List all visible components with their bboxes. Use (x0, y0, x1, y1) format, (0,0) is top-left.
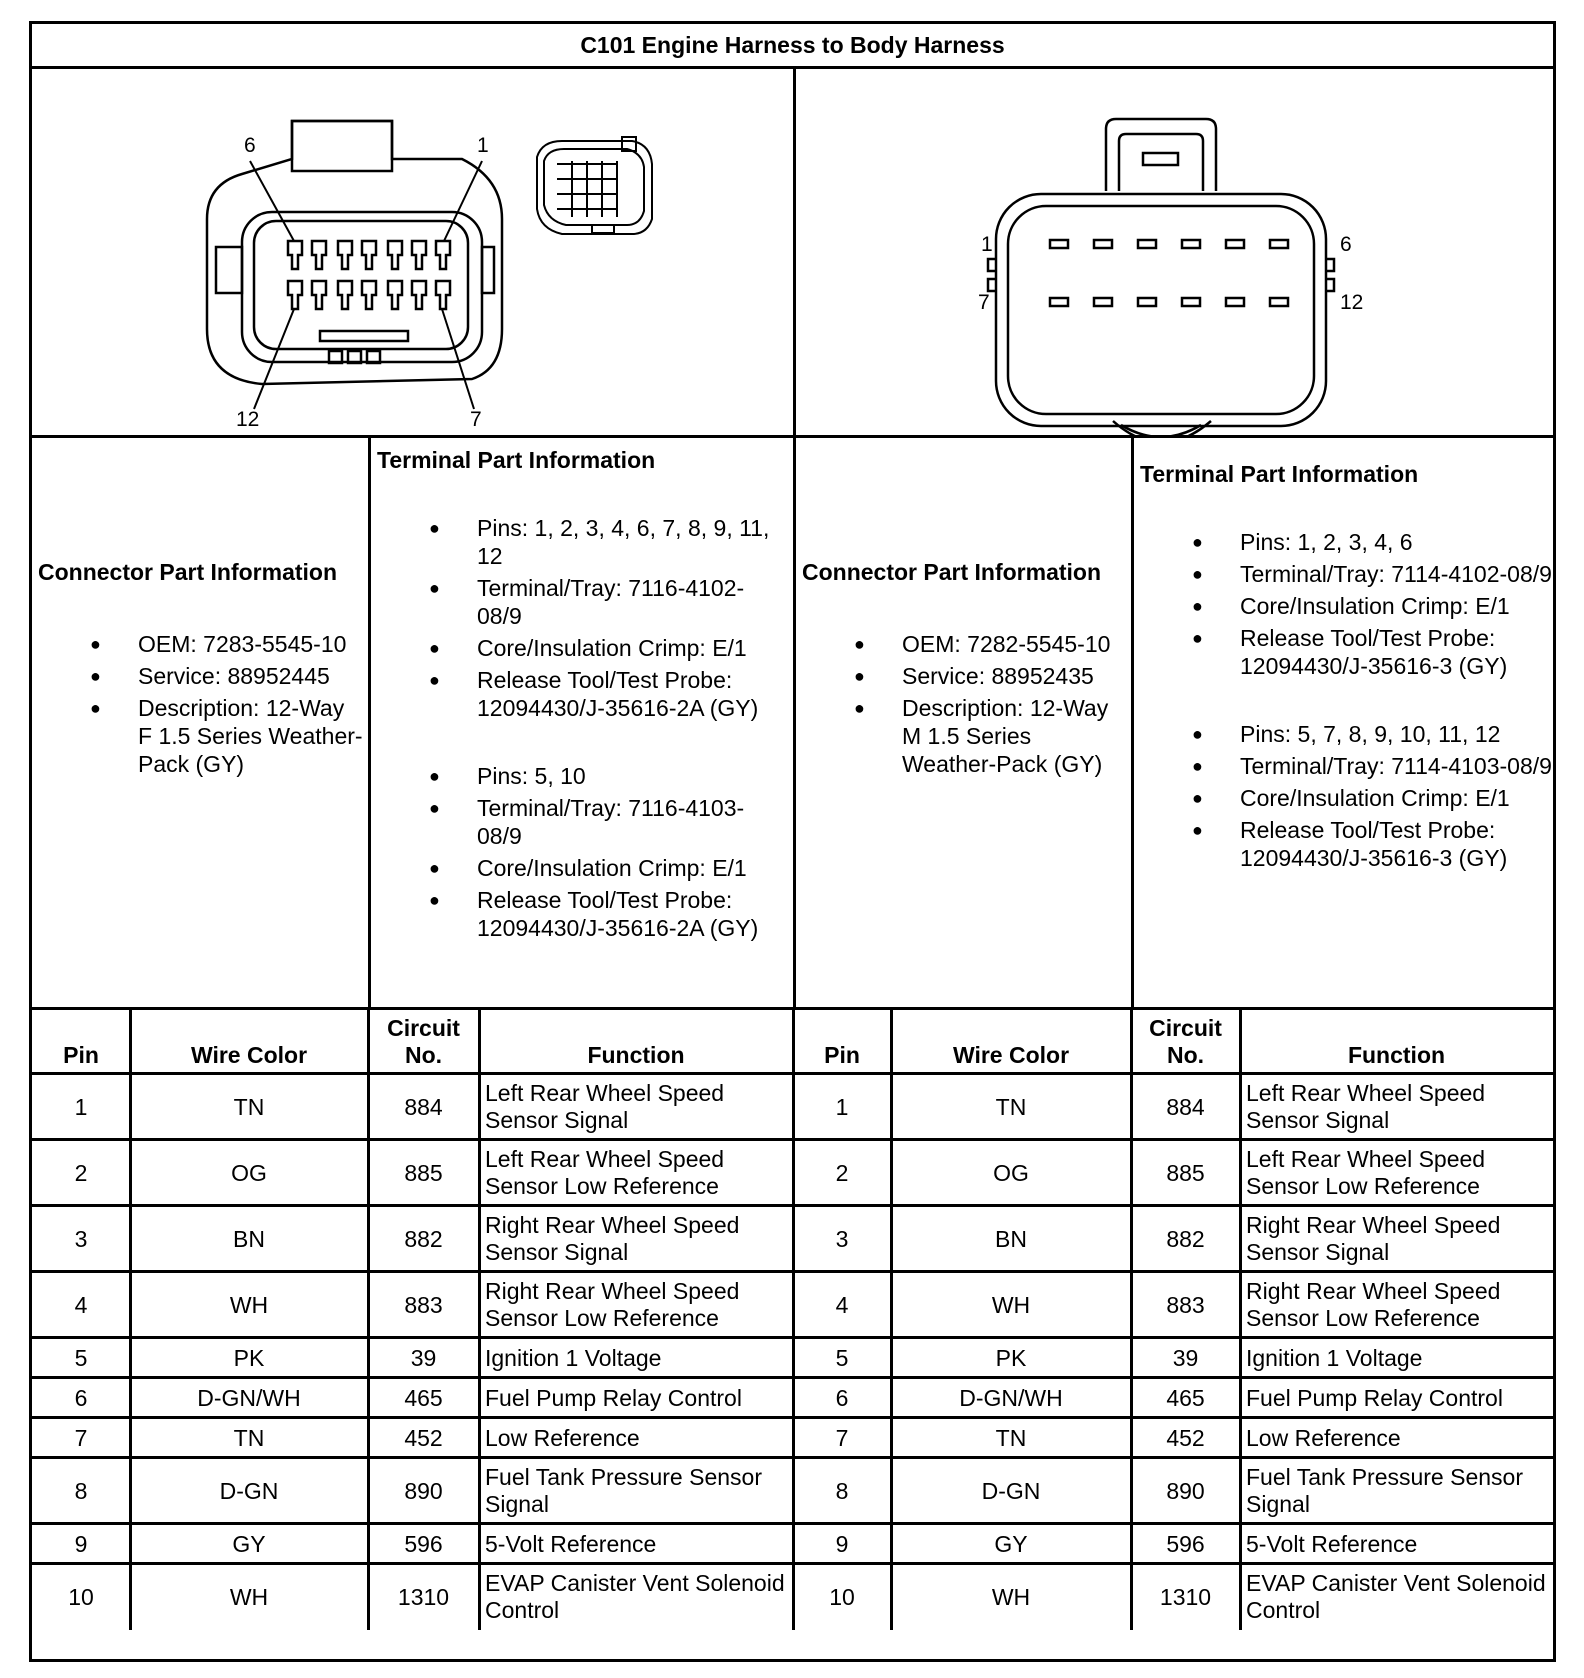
function-cell: Fuel Tank Pressure Sensor Signal (485, 1464, 762, 1517)
circuit-cell: 596 (404, 1530, 443, 1557)
wire-color-cell: OG (231, 1159, 267, 1186)
function-cell: EVAP Canister Vent Solenoid Control (1246, 1570, 1546, 1623)
pin-label-12: 12 (236, 408, 260, 431)
pin-cell: 2 (835, 1159, 849, 1186)
list-item: ● Terminal/Tray: 7114-4102-08/9 (1192, 561, 1552, 587)
list-item: ● Terminal/Tray: 7114-4103-08/9 (1192, 753, 1552, 779)
circuit-cell: 1310 (1159, 1583, 1212, 1610)
wire-color-header: Wire Color (190, 1042, 308, 1068)
pin-cell: 8 (835, 1477, 849, 1504)
pin-cell: 4 (835, 1291, 849, 1318)
function-cell: Right Rear Wheel Speed Sensor Signal (1246, 1212, 1501, 1265)
function-cell: Right Rear Wheel Speed Sensor Signal (485, 1212, 740, 1265)
page-title: C101 Engine Harness to Body Harness (32, 24, 1553, 69)
pin-header: Pin (824, 1042, 860, 1068)
circuit-header: Circuit No. (1149, 1015, 1222, 1068)
wire-color-cell: TN (233, 1093, 265, 1120)
pin-cell: 9 (835, 1530, 849, 1557)
pin-cell: 5 (74, 1344, 88, 1371)
list-item: ● Release Tool/Test Probe: 12094430/J-35616-3 (GY) (1192, 817, 1508, 871)
wire-color-cell: GY (994, 1530, 1028, 1557)
pin-label-6: 6 (244, 134, 256, 157)
list-item: ● Core/Insulation Crimp: E/1 (1192, 593, 1510, 619)
pin-label-7: 7 (978, 291, 990, 314)
pin-cell: 10 (829, 1583, 855, 1610)
wire-color-cell: PK (995, 1344, 1027, 1371)
table-column-divider (1239, 1010, 1242, 1630)
table-column-divider (1130, 1010, 1133, 1630)
pin-label-1: 1 (981, 233, 993, 256)
pin-cell: 9 (74, 1530, 88, 1557)
circuit-cell: 596 (1166, 1530, 1205, 1557)
function-cell: Ignition 1 Voltage (485, 1344, 662, 1371)
pin-cell: 8 (74, 1477, 88, 1504)
function-cell: 5-Volt Reference (1246, 1530, 1418, 1557)
circuit-cell: 882 (404, 1225, 443, 1252)
pin-cell: 1 (835, 1093, 849, 1120)
part-information-row (32, 438, 1553, 1010)
connector-end-view-sheet (29, 21, 1556, 1662)
wire-color-cell: WH (991, 1291, 1031, 1318)
wire-color-header: Wire Color (952, 1042, 1070, 1068)
wire-color-cell: WH (991, 1583, 1031, 1610)
circuit-cell: 39 (410, 1344, 437, 1371)
function-cell: Left Rear Wheel Speed Sensor Low Reference (485, 1146, 725, 1199)
list-item: ● Release Tool/Test Probe: 12094430/J-35616-2A (GY) (429, 887, 759, 941)
function-cell: Low Reference (1246, 1424, 1401, 1451)
function-header: Function (1347, 1042, 1446, 1068)
table-column-divider (367, 1010, 370, 1630)
left-terminal-info (377, 446, 787, 942)
function-cell: Fuel Pump Relay Control (1246, 1384, 1503, 1411)
list-item: ● Pins: 5, 7, 8, 9, 10, 11, 12 (1192, 721, 1501, 747)
function-header: Function (587, 1042, 685, 1068)
circuit-cell: 465 (1166, 1384, 1205, 1411)
pin-label-1: 1 (477, 134, 489, 157)
terminal-info-heading: Terminal Part Information (1140, 461, 1419, 487)
list-item: ● Pins: 1, 2, 3, 4, 6, 7, 8, 9, 11, 12 (429, 515, 770, 569)
circuit-cell: 1310 (397, 1583, 450, 1610)
function-cell: 5-Volt Reference (485, 1530, 657, 1557)
list-item: ● Release Tool/Test Probe: 12094430/J-35616-2A (GY) (429, 667, 759, 721)
pin-label-6: 6 (1340, 233, 1352, 256)
pin-header: Pin (63, 1042, 99, 1068)
function-cell: Ignition 1 Voltage (1246, 1344, 1423, 1371)
function-cell: EVAP Canister Vent Solenoid Control (485, 1570, 785, 1623)
pin-cell: 6 (74, 1384, 88, 1411)
circuit-cell: 884 (1166, 1093, 1205, 1120)
list-item: ● Description: 12-Way M 1.5 Series Weather-Pack (GY) (854, 695, 1109, 777)
connector-info-heading: Connector Part Information (802, 559, 1102, 585)
circuit-cell: 890 (404, 1477, 443, 1504)
wire-color-cell: TN (233, 1424, 265, 1451)
circuit-cell: 882 (1166, 1225, 1205, 1252)
wire-color-cell: BN (995, 1225, 1027, 1252)
circuit-cell: 452 (1166, 1424, 1205, 1451)
list-item: ● Terminal/Tray: 7116-4103-08/9 (429, 795, 745, 849)
list-item: ● Core/Insulation Crimp: E/1 (429, 635, 747, 661)
list-item: ● Service: 88952445 (90, 663, 330, 689)
circuit-cell: 452 (404, 1424, 443, 1451)
divider (793, 438, 796, 1007)
circuit-cell: 885 (404, 1159, 443, 1186)
pin-label-12: 12 (1340, 291, 1364, 314)
list-item: ● Core/Insulation Crimp: E/1 (1192, 785, 1510, 811)
wire-color-cell: WH (229, 1583, 269, 1610)
female-connector-drawing (32, 69, 793, 435)
divider (368, 438, 371, 1007)
pin-cell: 5 (835, 1344, 849, 1371)
function-cell: Left Rear Wheel Speed Sensor Signal (485, 1080, 725, 1133)
pin-label-7: 7 (470, 408, 482, 431)
wire-color-cell: TN (995, 1093, 1027, 1120)
circuit-cell: 890 (1166, 1477, 1205, 1504)
male-connector-drawing (796, 69, 1556, 435)
wire-color-cell: D-GN (981, 1477, 1041, 1504)
function-cell: Right Rear Wheel Speed Sensor Low Reference (1246, 1278, 1501, 1331)
wire-color-cell: D-GN (219, 1477, 279, 1504)
wire-color-cell: BN (233, 1225, 265, 1252)
divider (1131, 438, 1134, 1007)
circuit-cell: 884 (404, 1093, 443, 1120)
table-column-divider (129, 1010, 132, 1630)
function-cell: Low Reference (485, 1424, 640, 1451)
list-item: ● OEM: 7283-5545-10 (90, 631, 347, 657)
connector-drawings-row (32, 69, 1553, 438)
wire-color-cell: GY (232, 1530, 266, 1557)
function-cell: Left Rear Wheel Speed Sensor Low Reference (1246, 1146, 1486, 1199)
wire-color-cell: TN (995, 1424, 1027, 1451)
pin-cell: 1 (74, 1093, 88, 1120)
function-cell: Fuel Pump Relay Control (485, 1384, 742, 1411)
function-cell: Fuel Tank Pressure Sensor Signal (1246, 1464, 1523, 1517)
right-connector-info (802, 558, 1127, 778)
pin-cell: 3 (74, 1225, 88, 1252)
wire-color-cell: OG (993, 1159, 1029, 1186)
list-item: ● Description: 12-Way F 1.5 Series Weather-Pack (GY) (90, 695, 363, 777)
wire-color-cell: WH (229, 1291, 269, 1318)
wire-color-cell: D-GN/WH (959, 1384, 1063, 1411)
circuit-header: Circuit No. (387, 1015, 460, 1068)
circuit-cell: 465 (404, 1384, 443, 1411)
pin-cell: 4 (74, 1291, 88, 1318)
circuit-cell: 883 (1166, 1291, 1205, 1318)
pin-cell: 2 (74, 1159, 88, 1186)
circuit-cell: 883 (404, 1291, 443, 1318)
wire-color-cell: D-GN/WH (197, 1384, 301, 1411)
list-item: ● Pins: 5, 10 (429, 763, 586, 789)
list-item: ● Core/Insulation Crimp: E/1 (429, 855, 747, 881)
left-connector-info (38, 558, 363, 778)
right-terminal-info (1140, 460, 1552, 872)
pin-cell: 7 (74, 1424, 88, 1451)
list-item: ● OEM: 7282-5545-10 (854, 631, 1111, 657)
list-item: ● Service: 88952435 (854, 663, 1094, 689)
function-cell: Right Rear Wheel Speed Sensor Low Reference (485, 1278, 740, 1331)
pin-cell: 10 (68, 1583, 94, 1610)
list-item: ● Release Tool/Test Probe: 12094430/J-35616-3 (GY) (1192, 625, 1508, 679)
table-column-divider (890, 1010, 893, 1630)
wire-color-cell: PK (233, 1344, 265, 1371)
pin-cell: 3 (835, 1225, 849, 1252)
connector-isometric-icon (537, 137, 652, 234)
circuit-cell: 885 (1166, 1159, 1205, 1186)
terminal-info-heading: Terminal Part Information (377, 447, 656, 473)
table-column-divider (478, 1010, 481, 1630)
pin-cell: 6 (835, 1384, 849, 1411)
connector-info-heading: Connector Part Information (38, 559, 338, 585)
list-item: ● Pins: 1, 2, 3, 4, 6 (1192, 529, 1413, 555)
function-cell: Left Rear Wheel Speed Sensor Signal (1246, 1080, 1486, 1133)
list-item: ● Terminal/Tray: 7116-4102-08/9 (429, 575, 745, 629)
circuit-cell: 39 (1172, 1344, 1199, 1371)
table-column-divider (792, 1010, 795, 1630)
pin-cell: 7 (835, 1424, 849, 1451)
